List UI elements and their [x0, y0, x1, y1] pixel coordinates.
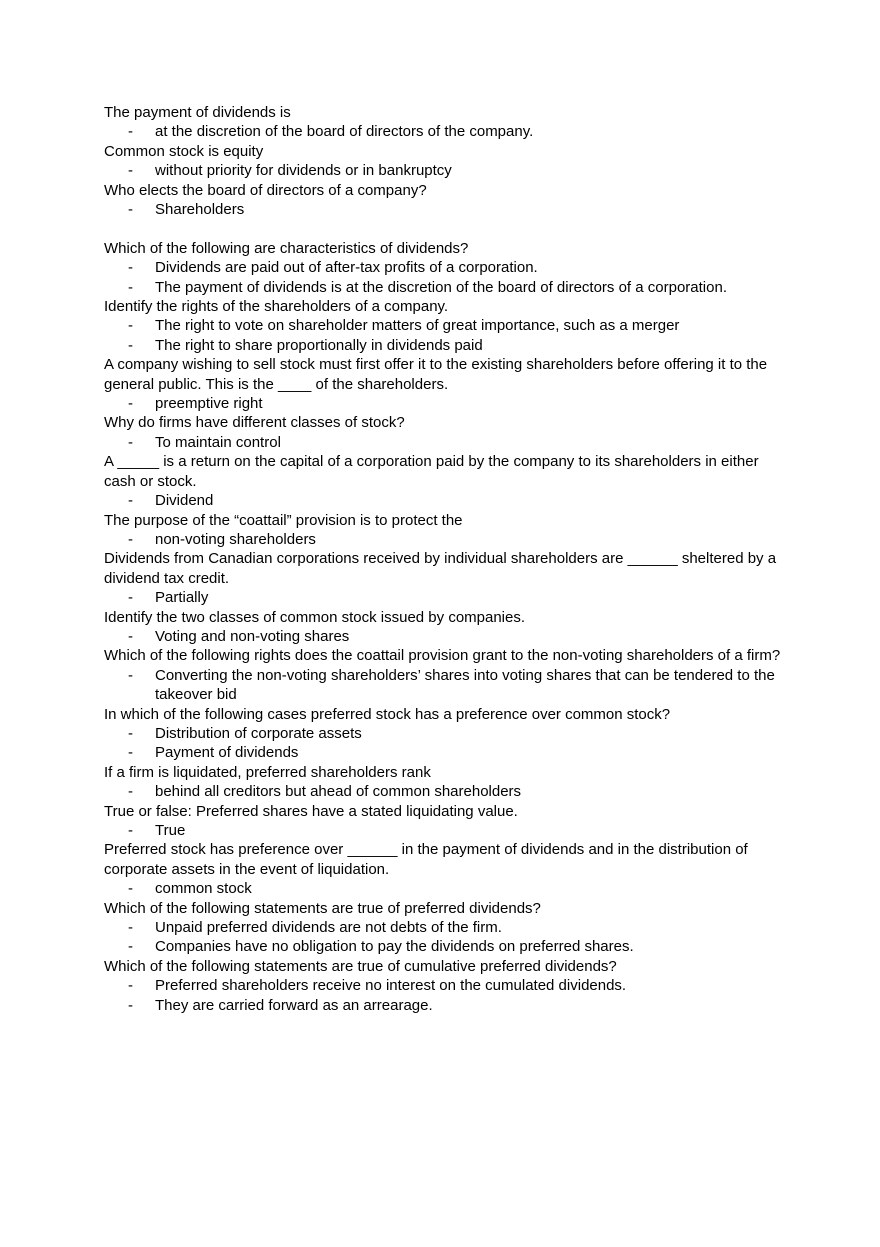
answer-list — [104, 122, 784, 141]
answer-text: common stock — [155, 880, 252, 898]
bullet-dash: - — [128, 123, 133, 141]
answer-item — [104, 316, 784, 335]
answer-text: Unpaid preferred dividends are not debts of the firm. — [155, 919, 502, 937]
answer-text: non-voting shareholders — [155, 530, 316, 548]
answer-item — [104, 918, 784, 937]
answer-item — [104, 743, 784, 762]
answer-list — [104, 588, 784, 607]
answer-text: The payment of dividends is at the discretion of the board of directors of a corporation. — [155, 278, 727, 296]
answer-text: at the discretion of the board of directors of the company. — [155, 123, 534, 141]
answer-item — [104, 724, 784, 743]
bullet-dash: - — [128, 724, 133, 742]
answer-text: The right to vote on shareholder matters of great importance, such as a merger — [155, 317, 680, 335]
qa-block — [104, 355, 784, 413]
answer-item — [104, 491, 784, 510]
question-text: The purpose of the “coattail” provision is to protect the — [104, 511, 463, 529]
answer-item — [104, 122, 784, 141]
answer-item — [104, 666, 784, 705]
qa-block — [104, 297, 784, 355]
bullet-dash: - — [128, 666, 133, 684]
answer-item — [104, 433, 784, 452]
answer-item — [104, 394, 784, 413]
answer-text: To maintain control — [155, 433, 281, 451]
answer-list — [104, 918, 784, 957]
answer-text: Distribution of corporate assets — [155, 724, 362, 742]
answer-item — [104, 937, 784, 956]
answer-list — [104, 976, 784, 1015]
qa-block — [104, 957, 784, 1015]
qa-block — [104, 705, 784, 763]
answer-text: behind all creditors but ahead of common shareholders — [155, 783, 522, 801]
answer-list — [104, 666, 784, 705]
question-text: Which of the following rights does the coattail provision grant to the non-voting shareholders of a firm? — [104, 647, 781, 665]
answer-item — [104, 821, 784, 840]
qa-block — [104, 646, 784, 704]
bullet-dash: - — [128, 336, 133, 354]
bullet-dash: - — [128, 977, 133, 995]
answer-list — [104, 879, 784, 898]
bullet-dash: - — [128, 395, 133, 413]
answer-item — [104, 879, 784, 898]
answer-item — [104, 627, 784, 646]
answer-text: True — [155, 822, 186, 840]
bullet-dash: - — [128, 822, 133, 840]
answer-item — [104, 588, 784, 607]
bullet-dash: - — [128, 530, 133, 548]
answer-text: Dividends are paid out of after-tax profits of a corporation. — [155, 259, 538, 277]
answer-list — [104, 161, 784, 180]
question-text: Preferred stock has preference over ______ in the payment of dividends and in the distribution of corporate assets in the event of liquidation. — [104, 841, 748, 878]
qa-block — [104, 413, 784, 452]
answer-list — [104, 491, 784, 510]
answer-list — [104, 627, 784, 646]
answer-text: Companies have no obligation to pay the dividends on preferred shares. — [155, 938, 634, 956]
bullet-dash: - — [128, 880, 133, 898]
answer-item — [104, 996, 784, 1015]
bullet-dash: - — [128, 627, 133, 645]
answer-item — [104, 161, 784, 180]
answer-text: They are carried forward as an arrearage. — [155, 996, 433, 1014]
answer-text: Voting and non-voting shares — [155, 627, 350, 645]
bullet-dash: - — [128, 783, 133, 801]
answer-item — [104, 976, 784, 995]
answer-item — [104, 782, 784, 801]
answer-text: Shareholders — [155, 201, 245, 219]
bullet-dash: - — [128, 278, 133, 296]
question-text: Common stock is equity — [104, 142, 264, 160]
question-text: The payment of dividends is — [104, 104, 291, 121]
bullet-dash: - — [128, 589, 133, 607]
answer-text: The right to share proportionally in dividends paid — [155, 336, 483, 354]
question-text: True or false: Preferred shares have a stated liquidating value. — [104, 802, 518, 820]
answer-item — [104, 258, 784, 277]
bullet-dash: - — [128, 162, 133, 180]
qa-block — [104, 549, 784, 607]
answer-item — [104, 530, 784, 549]
bullet-dash: - — [128, 433, 133, 451]
question-text: Which of the following statements are true of preferred dividends? — [104, 899, 541, 917]
answer-list — [104, 258, 784, 297]
qa-block — [104, 763, 784, 802]
bullet-dash: - — [128, 317, 133, 335]
question-text: In which of the following cases preferred stock has a preference over common stock? — [104, 705, 671, 723]
qa-block — [104, 840, 784, 898]
answer-list — [104, 821, 784, 840]
qa-block — [104, 511, 784, 550]
question-text: Why do firms have different classes of stock? — [104, 414, 405, 432]
question-text: Which of the following statements are true of cumulative preferred dividends? — [104, 957, 617, 975]
answer-list — [104, 316, 784, 355]
answer-item — [104, 200, 784, 219]
answer-text: Dividend — [155, 492, 214, 510]
answer-list — [104, 394, 784, 413]
answer-text: Preferred shareholders receive no interest on the cumulated dividends. — [155, 977, 627, 995]
answer-list — [104, 200, 784, 219]
question-text: A company wishing to sell stock must first offer it to the existing shareholders before offering it to the general public. This is the ____ of the shareholders. — [104, 356, 768, 393]
question-text: A _____ is a return on the capital of a corporation paid by the company to its shareholders in either cash or stock. — [104, 453, 759, 490]
answer-text: Partially — [155, 589, 209, 607]
bullet-dash: - — [128, 996, 133, 1014]
question-text: Dividends from Canadian corporations received by individual shareholders are ______ sheltered by a dividend tax credit. — [104, 550, 777, 587]
bullet-dash: - — [128, 744, 133, 762]
answer-text: without priority for dividends or in bankruptcy — [155, 162, 452, 180]
bullet-dash: - — [128, 938, 133, 956]
question-text: Who elects the board of directors of a company? — [104, 181, 427, 199]
question-text: If a firm is liquidated, preferred shareholders rank — [104, 763, 431, 781]
question-text: Identify the rights of the shareholders of a company. — [104, 298, 449, 316]
qa-block — [104, 239, 784, 297]
answer-text: Payment of dividends — [155, 744, 299, 762]
answer-item — [104, 278, 784, 297]
document-page — [104, 103, 784, 1015]
bullet-dash: - — [128, 201, 133, 219]
answer-list — [104, 530, 784, 549]
question-text: Identify the two classes of common stock issued by companies. — [104, 608, 526, 626]
bullet-dash: - — [128, 492, 133, 510]
qa-block — [104, 142, 784, 181]
bullet-dash: - — [128, 259, 133, 277]
answer-item — [104, 336, 784, 355]
qa-block — [104, 608, 784, 647]
blank-line — [104, 219, 784, 238]
answer-list — [104, 782, 784, 801]
answer-text: Converting the non-voting shareholders’ shares into voting shares that can be tendered to the takeover bid — [155, 666, 775, 704]
qa-block — [104, 899, 784, 957]
qa-block — [104, 452, 784, 510]
answer-list — [104, 724, 784, 763]
qa-block — [104, 181, 784, 220]
bullet-dash: - — [128, 919, 133, 937]
answer-list — [104, 433, 784, 452]
answer-text: preemptive right — [155, 395, 263, 413]
qa-block — [104, 103, 784, 142]
qa-block — [104, 802, 784, 841]
question-text: Which of the following are characteristics of dividends? — [104, 239, 469, 257]
